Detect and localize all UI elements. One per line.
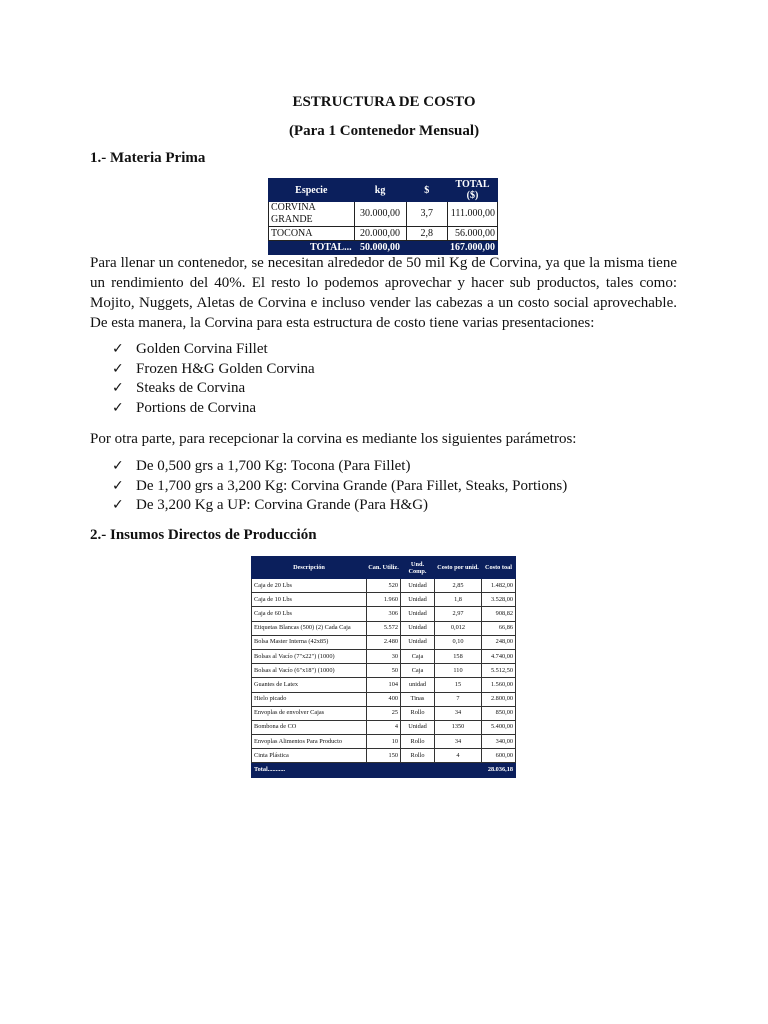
table-cell: Bolsas al Vacío (7"x22") (1000): [252, 649, 367, 663]
presentations-list: [112, 340, 315, 418]
table-cell: 2,8: [406, 227, 447, 241]
table-cell: 50.000,00: [354, 241, 406, 255]
list-item: ✓ De 0,500 grs a 1,700 Kg: Tocona (Para Fillet): [112, 457, 567, 477]
header-cell: Und. Comp.: [401, 557, 435, 579]
table-cell: 5.512,50: [482, 664, 516, 678]
table-cell: TOCONA: [269, 227, 355, 241]
list-item: ✓ De 3,200 Kg a UP: Corvina Grande (Para H&G): [112, 496, 567, 516]
table-cell: Bolsas al Vacío (6"x18") (1000): [252, 664, 367, 678]
header-cell: Can. Utiliz.: [367, 557, 401, 579]
table-cell: 248,00: [482, 635, 516, 649]
list-item: ✓ Steaks de Corvina: [112, 379, 315, 399]
table-row: [252, 579, 516, 593]
table-row: [252, 593, 516, 607]
checkmark-icon: ✓: [112, 380, 124, 396]
table-cell: 850,00: [482, 706, 516, 720]
table-cell: 1.960: [367, 593, 401, 607]
table-cell: Envoplas de envolver Cajas: [252, 706, 367, 720]
table-cell: 20.000,00: [354, 227, 406, 241]
insumos-table-body: [252, 579, 516, 778]
table-cell: 4: [367, 720, 401, 734]
table-cell: Hielo picado: [252, 692, 367, 706]
header-cell: kg: [354, 179, 406, 202]
table-cell: 28.036,18: [482, 763, 516, 777]
table-row: [252, 692, 516, 706]
table-cell: 30.000,00: [354, 202, 406, 227]
table-cell: 2,85: [435, 579, 482, 593]
table-cell: Bolsa Master Interna (42x85): [252, 635, 367, 649]
section-heading-materia-prima: 1.- Materia Prima: [90, 150, 206, 166]
table-cell: unidad: [401, 678, 435, 692]
table-cell: 2.480: [367, 635, 401, 649]
table-cell: 111.000,00: [448, 202, 498, 227]
table-cell: 520: [367, 579, 401, 593]
checkmark-icon: ✓: [112, 341, 124, 357]
table-row: [252, 664, 516, 678]
table-row: [252, 649, 516, 663]
insumos-table: [251, 556, 516, 778]
header-cell: Especie: [269, 179, 355, 202]
table-cell: 34: [435, 735, 482, 749]
parameters-list: [112, 457, 567, 516]
table-cell: Guantes de Latex: [252, 678, 367, 692]
table-row: [252, 607, 516, 621]
table-cell: 400: [367, 692, 401, 706]
table-cell: 1,8: [435, 593, 482, 607]
table-cell: 0,012: [435, 621, 482, 635]
table-row: [252, 720, 516, 734]
table-cell: Caja de 10 Lbs: [252, 593, 367, 607]
paragraph-parameters: Por otra parte, para recepcionar la corvina es mediante los siguientes parámetros:: [90, 431, 577, 447]
materia-prima-table: [268, 178, 498, 255]
table-cell: 3.528,00: [482, 593, 516, 607]
header-cell: TOTAL ($): [448, 179, 498, 202]
table-row: [269, 227, 498, 241]
table-cell: Cinta Plástica: [252, 749, 367, 763]
table-cell: Unidad: [401, 593, 435, 607]
table-cell: 5.572: [367, 621, 401, 635]
table-cell: 34: [435, 706, 482, 720]
header-cell: Descripción: [252, 557, 367, 579]
table-row: [252, 678, 516, 692]
paragraph-intro: Para llenar un contenedor, se necesitan alrededor de 50 mil Kg de Corvina, ya que la misma tiene un rendimiento del 40%. El resto lo podemos aprovechar y hacer sub productos, tales como: Mojito, Nuggets, Aletas de Corvina e incluso vender las cabezas a un costo social aprovechable. De esta manera, la Corvina para esta estructura de costo tiene varias presentaciones:: [90, 255, 677, 331]
checkmark-icon: ✓: [112, 497, 124, 513]
table-total-row: [252, 763, 516, 777]
table-row: [252, 706, 516, 720]
table-cell: 7: [435, 692, 482, 706]
table-cell: 600,00: [482, 749, 516, 763]
table-cell: 2.800,00: [482, 692, 516, 706]
list-item: ✓ Portions de Corvina: [112, 399, 315, 419]
header-cell: Costo por unid.: [435, 557, 482, 579]
table-row: [252, 621, 516, 635]
table-cell: 1.482,00: [482, 579, 516, 593]
table-cell: Caja: [401, 664, 435, 678]
table-header-row: [252, 557, 516, 579]
table-row: [252, 635, 516, 649]
table-cell: Rollo: [401, 749, 435, 763]
table-cell: CORVINA GRANDE: [269, 202, 355, 227]
checkmark-icon: ✓: [112, 399, 124, 416]
table-cell: 1.560,00: [482, 678, 516, 692]
header-cell: $: [406, 179, 447, 202]
table-row: [269, 202, 498, 227]
section-heading-insumos: 2.- Insumos Directos de Producción: [90, 527, 317, 543]
table-cell: Unidad: [401, 579, 435, 593]
table-cell: Unidad: [401, 607, 435, 621]
table-cell: Unidad: [401, 621, 435, 635]
table-row: [252, 749, 516, 763]
checkmark-icon: ✓: [112, 360, 124, 377]
table-cell: 56.000,00: [448, 227, 498, 241]
table-cell: Total...........: [252, 763, 482, 777]
document-title: ESTRUCTURA DE COSTO: [292, 94, 476, 110]
list-item: ✓ De 1,700 grs a 3,200 Kg: Corvina Grande (Para Fillet, Steaks, Portions): [112, 477, 567, 497]
table-cell: 66,86: [482, 621, 516, 635]
table-cell: Rollo: [401, 735, 435, 749]
table-cell: Caja de 20 Lbs: [252, 579, 367, 593]
table-cell: 340,00: [482, 735, 516, 749]
table-cell: 167.000,00: [448, 241, 498, 255]
table-cell: 3,7: [406, 202, 447, 227]
table-cell: 110: [435, 664, 482, 678]
list-item: ✓ Golden Corvina Fillet: [112, 340, 315, 360]
table-cell: 5.400,00: [482, 720, 516, 734]
table-cell: 50: [367, 664, 401, 678]
table-cell: Envoplas Alimentos Para Producto: [252, 735, 367, 749]
table-cell: Caja: [401, 649, 435, 663]
table-cell: 104: [367, 678, 401, 692]
table-cell: 306: [367, 607, 401, 621]
checkmark-icon: ✓: [112, 477, 124, 494]
checkmark-icon: ✓: [112, 458, 124, 474]
table-cell: TOTAL...: [269, 241, 355, 255]
table-cell: 15: [435, 678, 482, 692]
table-cell: 150: [367, 749, 401, 763]
table-cell: 10: [367, 735, 401, 749]
table-cell: 30: [367, 649, 401, 663]
table-cell: 158: [435, 649, 482, 663]
table-cell: Caja de 60 Lbs: [252, 607, 367, 621]
table-cell: Bombona de CO: [252, 720, 367, 734]
table-cell: 4.740,00: [482, 649, 516, 663]
table-cell: 0,10: [435, 635, 482, 649]
table-cell: 1350: [435, 720, 482, 734]
table-cell: 25: [367, 706, 401, 720]
table-cell: 4: [435, 749, 482, 763]
table-cell: Unidad: [401, 635, 435, 649]
table-row: [252, 735, 516, 749]
table-cell: 908,82: [482, 607, 516, 621]
table-cell: Etiquetas Blancas (500) (2) Cada Caja: [252, 621, 367, 635]
table-header-row: [269, 179, 498, 202]
table-cell: Tinas: [401, 692, 435, 706]
document-subtitle: (Para 1 Contenedor Mensual): [288, 123, 480, 139]
list-item: ✓ Frozen H&G Golden Corvina: [112, 360, 315, 380]
table-cell: Unidad: [401, 720, 435, 734]
table-cell: 2,97: [435, 607, 482, 621]
header-cell: Costo toal: [482, 557, 516, 579]
table-cell: Rollo: [401, 706, 435, 720]
